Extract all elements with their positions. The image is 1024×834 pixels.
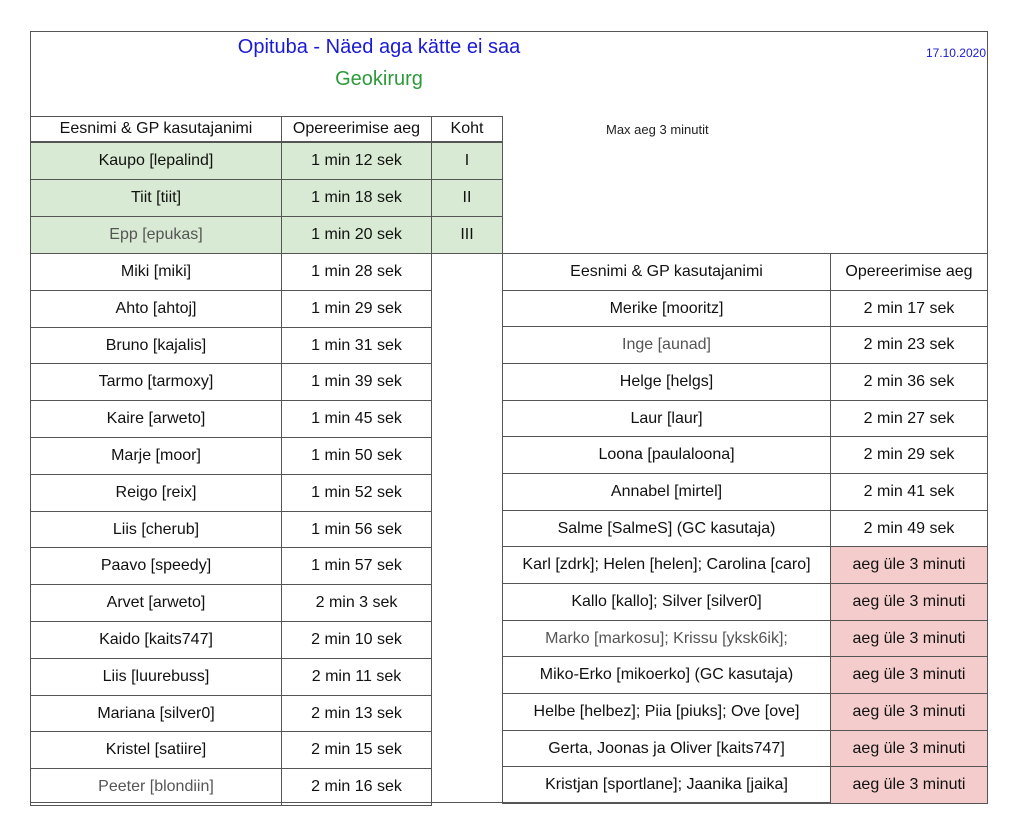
right-row-name-cell[interactable]: Miko-Erko [mikoerko] (GC kasutaja) xyxy=(502,656,831,694)
page-title: Opituba - Näed aga kätte ei saa xyxy=(237,36,521,58)
left-row-name-cell[interactable]: Kaido [kaits747] xyxy=(30,621,282,659)
left-place-empty-block xyxy=(431,253,503,803)
right-row-name-cell[interactable]: Marko [markosu]; Krissu [yksk6ik]; xyxy=(502,620,831,657)
right-row-name-cell[interactable]: Laur [laur] xyxy=(502,400,831,437)
left-col-header-place: Koht xyxy=(431,116,503,142)
right-row-time-cell[interactable]: 2 min 41 sek xyxy=(830,473,988,511)
left-row-time-cell[interactable]: 1 min 52 sek xyxy=(281,474,432,512)
right-row-name-cell[interactable]: Kallo [kallo]; Silver [silver0] xyxy=(502,583,831,621)
left-col-header-time: Opereerimise aeg xyxy=(281,116,432,142)
left-row-name-cell[interactable]: Bruno [kajalis] xyxy=(30,327,282,364)
left-row-time-cell[interactable]: 1 min 45 sek xyxy=(281,400,432,438)
left-row-name-cell[interactable]: Ahto [ahtoj] xyxy=(30,290,282,328)
podium-name-cell[interactable]: Kaupo [lepalind] xyxy=(30,142,282,180)
left-row-name-cell[interactable]: Tarmo [tarmoxy] xyxy=(30,363,282,401)
right-row-name-cell[interactable]: Gerta, Joonas ja Oliver [kaits747] xyxy=(502,730,831,767)
left-row-time-cell[interactable]: 1 min 56 sek xyxy=(281,511,432,548)
left-row-name-cell[interactable]: Mariana [silver0] xyxy=(30,695,282,732)
left-row-time-cell[interactable]: 2 min 10 sek xyxy=(281,621,432,659)
left-row-time-cell[interactable]: 1 min 57 sek xyxy=(281,547,432,585)
right-row-time-cell[interactable]: 2 min 27 sek xyxy=(830,400,988,437)
left-row-name-cell[interactable]: Miki [miki] xyxy=(30,253,282,291)
right-row-name-cell[interactable]: Annabel [mirtel] xyxy=(502,473,831,511)
podium-place-cell[interactable]: I xyxy=(431,142,503,180)
right-row-name-cell[interactable]: Loona [paulaloona] xyxy=(502,436,831,474)
left-row-time-cell[interactable]: 1 min 39 sek xyxy=(281,363,432,401)
left-row-name-cell[interactable]: Peeter [blondiin] xyxy=(30,768,282,806)
right-row-time-cell[interactable]: 2 min 29 sek xyxy=(830,436,988,474)
podium-time-cell[interactable]: 1 min 18 sek xyxy=(281,179,432,217)
left-row-time-cell[interactable]: 1 min 29 sek xyxy=(281,290,432,328)
left-col-header-name: Eesnimi & GP kasutajanimi xyxy=(30,116,282,142)
right-row-name-cell[interactable]: Kristjan [sportlane]; Jaanika [jaika] xyxy=(502,766,831,804)
max-time-note: Max aeg 3 minutit xyxy=(606,122,709,137)
right-row-name-cell[interactable]: Salme [SalmeS] (GC kasutaja) xyxy=(502,510,831,547)
podium-place-cell[interactable]: III xyxy=(431,216,503,254)
right-col-header-time: Opereerimise aeg xyxy=(830,253,988,291)
right-col-header-name: Eesnimi & GP kasutajanimi xyxy=(502,253,831,291)
podium-time-cell[interactable]: 1 min 12 sek xyxy=(281,142,432,180)
left-row-name-cell[interactable]: Reigo [reix] xyxy=(30,474,282,512)
right-row-name-cell[interactable]: Merike [mooritz] xyxy=(502,290,831,327)
left-row-time-cell[interactable]: 2 min 3 sek xyxy=(281,584,432,622)
left-row-time-cell[interactable]: 1 min 31 sek xyxy=(281,327,432,364)
date-label: 17.10.2020 xyxy=(925,46,986,60)
right-row-time-cell[interactable]: 2 min 49 sek xyxy=(830,510,988,547)
right-row-time-cell[interactable]: aeg üle 3 minuti xyxy=(830,766,988,804)
right-row-name-cell[interactable]: Inge [aunad] xyxy=(502,326,831,364)
right-row-time-cell[interactable]: 2 min 36 sek xyxy=(830,363,988,401)
right-row-time-cell[interactable]: aeg üle 3 minuti xyxy=(830,620,988,657)
podium-name-cell[interactable]: Epp [epukas] xyxy=(30,216,282,254)
right-row-time-cell[interactable]: 2 min 23 sek xyxy=(830,326,988,364)
right-row-time-cell[interactable]: aeg üle 3 minuti xyxy=(830,656,988,694)
right-row-time-cell[interactable]: aeg üle 3 minuti xyxy=(830,583,988,621)
left-row-time-cell[interactable]: 2 min 15 sek xyxy=(281,731,432,769)
podium-name-cell[interactable]: Tiit [tiit] xyxy=(30,179,282,217)
right-row-name-cell[interactable]: Helbe [helbez]; Piia [piuks]; Ove [ove] xyxy=(502,693,831,731)
left-row-time-cell[interactable]: 2 min 13 sek xyxy=(281,695,432,732)
left-row-name-cell[interactable]: Marje [moor] xyxy=(30,437,282,475)
right-row-time-cell[interactable]: aeg üle 3 minuti xyxy=(830,546,988,584)
left-row-time-cell[interactable]: 2 min 11 sek xyxy=(281,658,432,696)
left-row-name-cell[interactable]: Liis [luurebuss] xyxy=(30,658,282,696)
left-row-time-cell[interactable]: 2 min 16 sek xyxy=(281,768,432,806)
left-row-time-cell[interactable]: 1 min 50 sek xyxy=(281,437,432,475)
right-row-name-cell[interactable]: Helge [helgs] xyxy=(502,363,831,401)
right-row-time-cell[interactable]: aeg üle 3 minuti xyxy=(830,730,988,767)
left-row-name-cell[interactable]: Paavo [speedy] xyxy=(30,547,282,585)
left-row-name-cell[interactable]: Kristel [satiire] xyxy=(30,731,282,769)
podium-time-cell[interactable]: 1 min 20 sek xyxy=(281,216,432,254)
right-row-time-cell[interactable]: aeg üle 3 minuti xyxy=(830,693,988,731)
left-row-time-cell[interactable]: 1 min 28 sek xyxy=(281,253,432,291)
podium-place-cell[interactable]: II xyxy=(431,179,503,217)
left-row-name-cell[interactable]: Kaire [arweto] xyxy=(30,400,282,438)
right-row-name-cell[interactable]: Karl [zdrk]; Helen [helen]; Carolina [caro] xyxy=(502,546,831,584)
right-row-time-cell[interactable]: 2 min 17 sek xyxy=(830,290,988,327)
page-subtitle: Geokirurg xyxy=(335,68,423,90)
left-row-name-cell[interactable]: Liis [cherub] xyxy=(30,511,282,548)
left-row-name-cell[interactable]: Arvet [arweto] xyxy=(30,584,282,622)
